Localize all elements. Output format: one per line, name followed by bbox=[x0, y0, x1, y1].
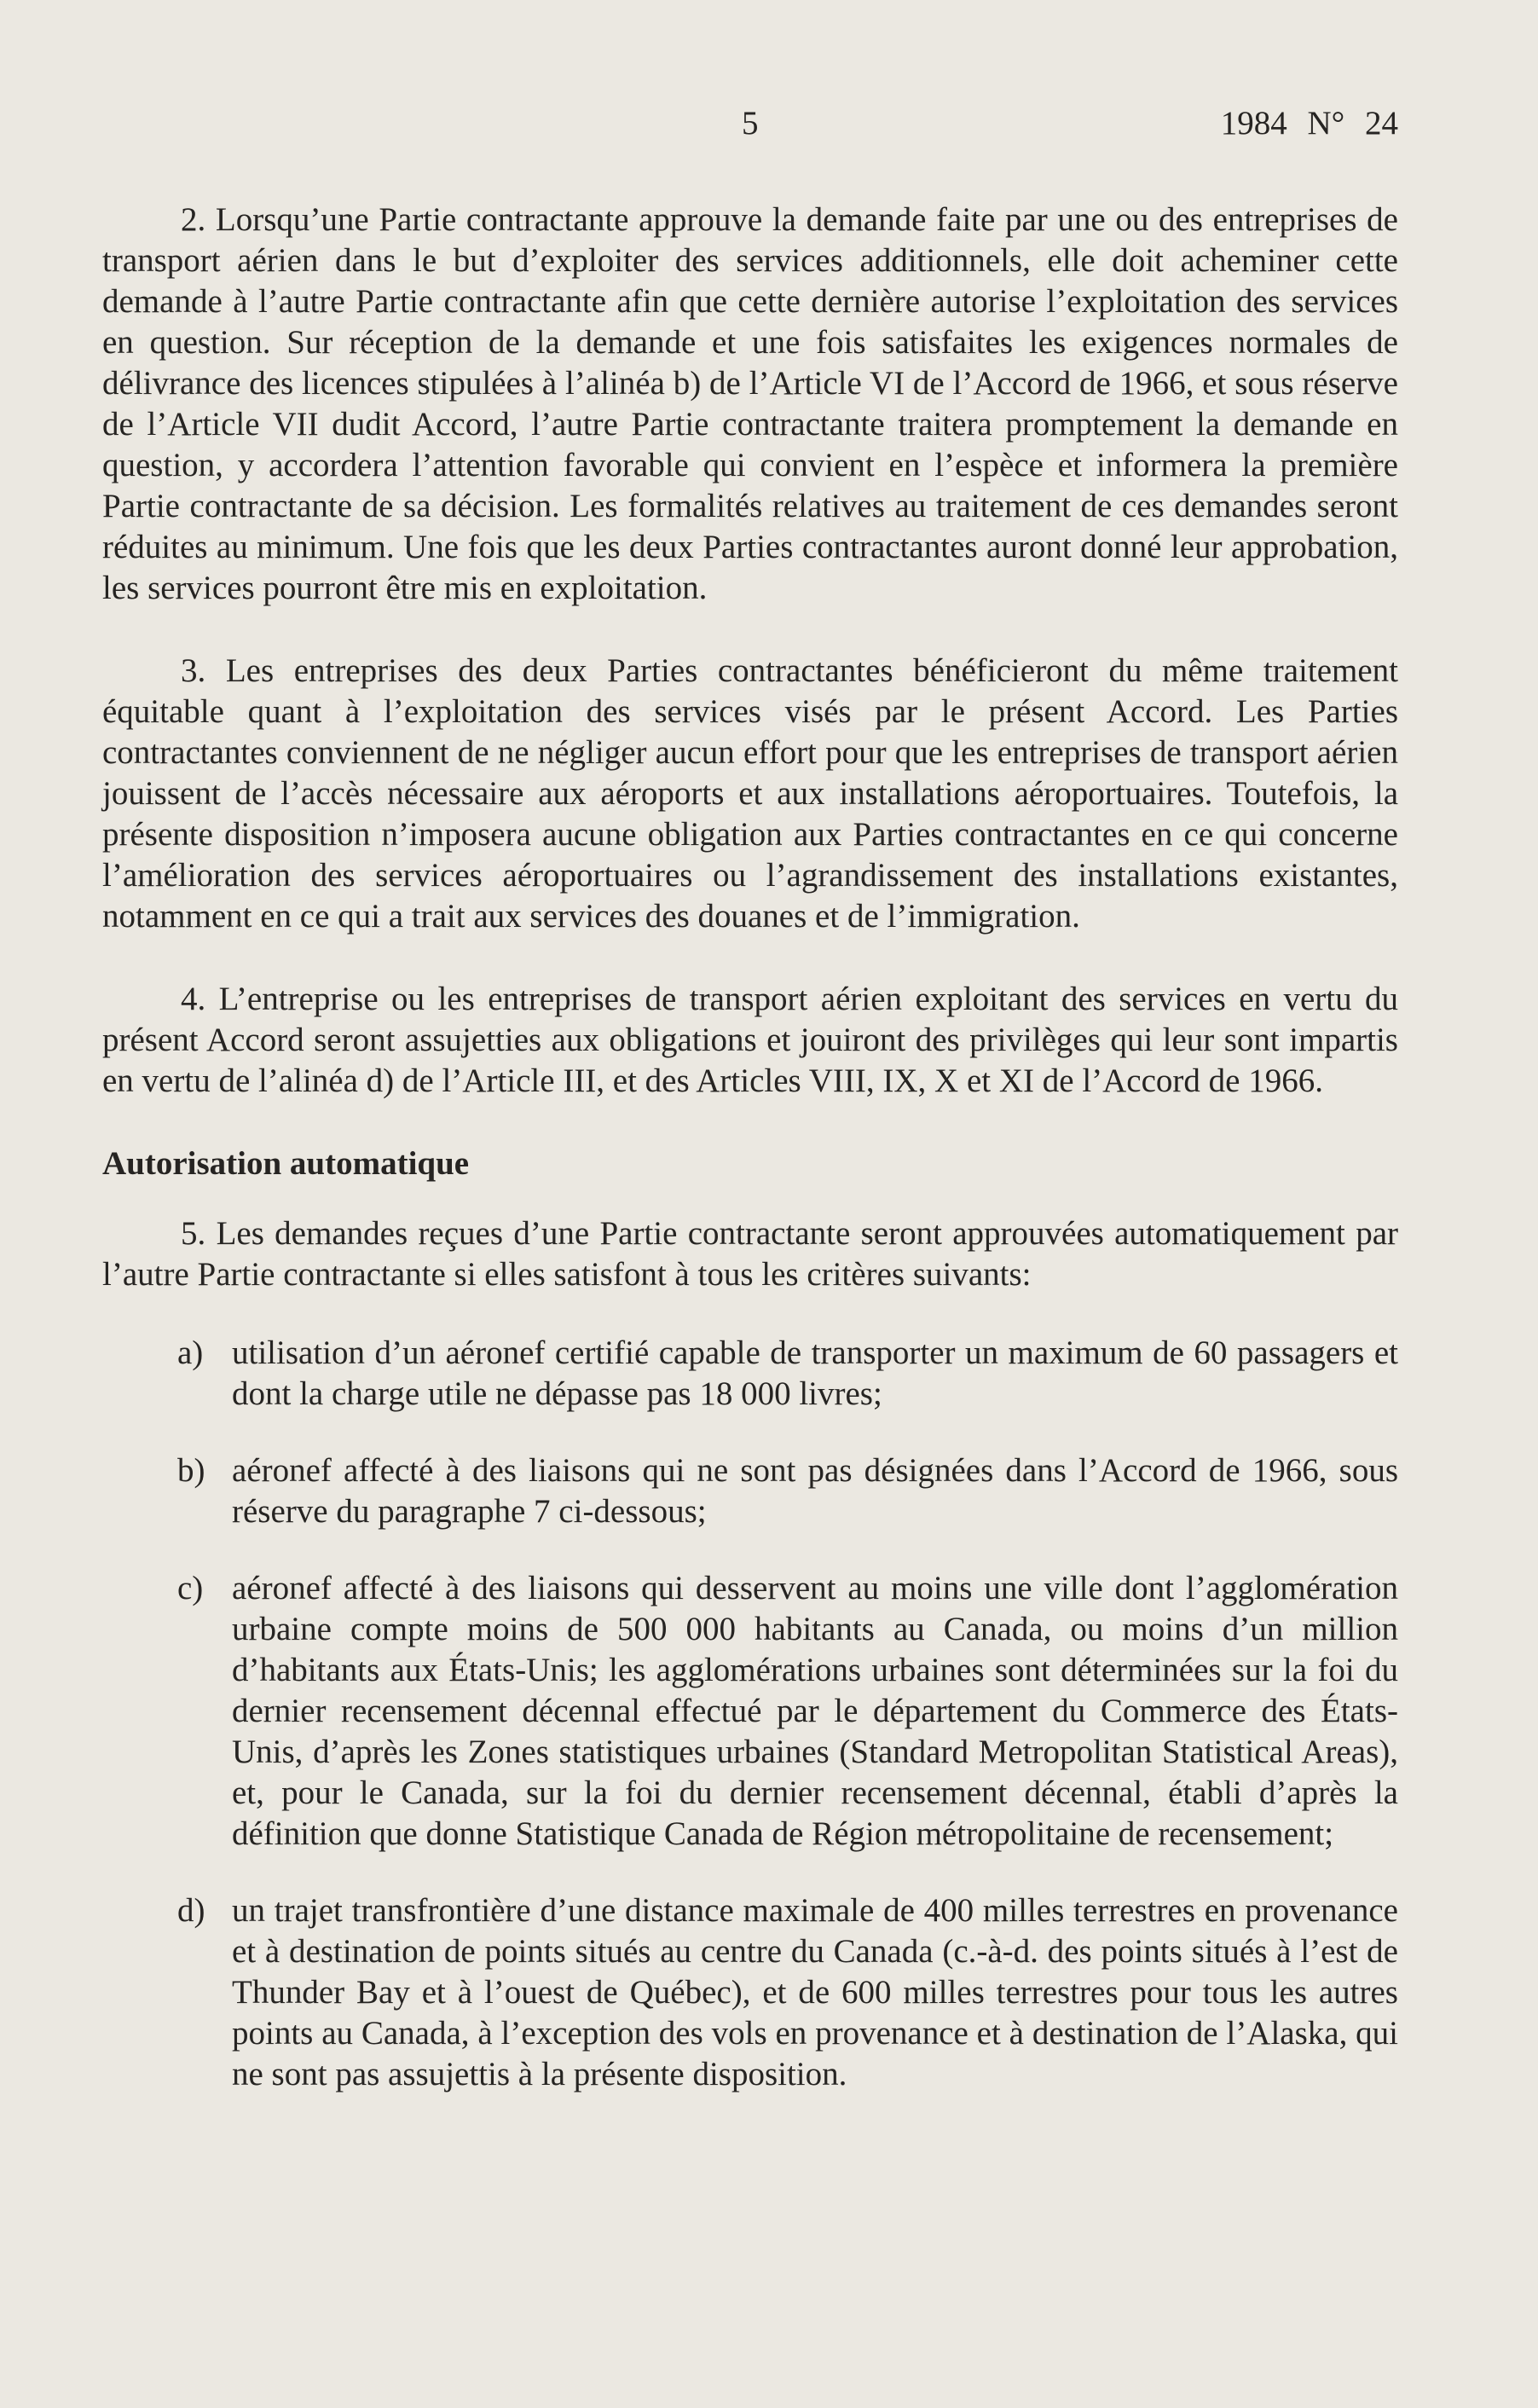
list-item-c bbox=[102, 1568, 1398, 1855]
paragraph-2: 2. Lorsqu’une Partie contractante approuve la demande faite par une ou des entreprises de transport aérien dans le but d’exploiter des services additionnels, elle doit acheminer cette demande à l’autre Partie contractante afin que cette dernière autorise l’exploitation des services en question. Sur réception de la demande et une fois satisfaites les exigences normales de délivrance des licences stipulées à l’alinéa b) de l’Article VI de l’Accord de 1966, et sous réserve de l’Article VII dudit Accord, l’autre Partie contractante traitera promptement la demande en question, y accordera l’attention favorable qui convient en l’espèce et informera la première Partie contractante de sa décision. Les formalités relatives au traitement de ces demandes seront réduites au minimum. Une fois que les deux Parties contractantes auront donné leur approbation, les services pourront être mis en exploitation. bbox=[102, 201, 1398, 606]
list-item-label: a) bbox=[177, 1334, 204, 1371]
list-item-text: utilisation d’un aéronef certifié capable de transporter un maximum de 60 passagers et dont la charge utile ne dépasse pas 18 000 livres; bbox=[232, 1334, 1398, 1412]
page-number: 5 bbox=[742, 105, 759, 142]
year-issue: 1984 N° 24 bbox=[1220, 105, 1398, 142]
list-item-label: b) bbox=[177, 1452, 205, 1489]
list-item-b bbox=[102, 1450, 1398, 1532]
paragraph-3: 3. Les entreprises des deux Parties contractantes bénéficieront du même traitement équitable quant à l’exploitation des services visés par le présent Accord. Les Parties contractantes conviennent de ne négliger aucun effort pour que les entreprises de transport aérien jouissent de l’accès nécessaire aux aéroports et aux installations aéroportuaires. Toutefois, la présente disposition n’imposera aucune obligation aux Parties contractantes en ce qui concerne l’amélioration des services aéroportuaires ou l’agrandissement des installations existantes, notamment en ce qui a trait aux services des douanes et de l’immigration. bbox=[102, 652, 1398, 935]
document-body bbox=[102, 200, 1398, 2131]
page-header bbox=[0, 104, 1538, 147]
list-item-text: aéronef affecté à des liaisons qui ne sont pas désignées dans l’Accord de 1966, sous réserve du paragraphe 7 ci-dessous; bbox=[232, 1452, 1398, 1530]
list-item-d bbox=[102, 1890, 1398, 2095]
section-heading: Autorisation automatique bbox=[102, 1145, 470, 1182]
list-item-a bbox=[102, 1333, 1398, 1415]
paragraph-4: 4. L’entreprise ou les entreprises de transport aérien exploitant des services en vertu du présent Accord seront assujetties aux obligations et jouiront des privilèges qui leur sont impartis en vertu de l’alinéa d) de l’Article III, et des Articles VIII, IX, X et XI de l’Accord de 1966. bbox=[102, 981, 1398, 1099]
list-item-label: c) bbox=[177, 1570, 204, 1606]
paragraph-5: 5. Les demandes reçues d’une Partie contractante seront approuvées automatiquement par l’autre Partie contractante si elles satisfont à tous les critères suivants: bbox=[102, 1215, 1398, 1293]
list-item-text: un trajet transfrontière d’une distance maximale de 400 milles terrestres en provenance et à destination de points situés au centre du Canada (c.-à-d. des points situés à l’est de Thunder Bay et à l’ouest de Québec), et de 600 milles terrestres pour tous les autres points au Canada, à l’exception des vols en provenance et à destination de l’Alaska, qui ne sont pas assujettis à la présente disposition. bbox=[232, 1892, 1398, 2093]
list-item-label: d) bbox=[177, 1892, 205, 1929]
list-item-text: aéronef affecté à des liaisons qui desservent au moins une ville dont l’agglomération urbaine compte moins de 500 000 habitants au Canada, ou moins d’un million d’habitants aux États-Unis; les agglomérations urbaines sont déterminées sur la foi du dernier recensement décennal effectué par le département du Commerce des États-Unis, d’après les Zones statistiques urbaines (Standard Metropolitan Statistical Areas), et, pour le Canada, sur la foi du dernier recensement décennal, établi d’après la définition que donne Statistique Canada de Région métropolitaine de recensement; bbox=[232, 1570, 1398, 1852]
